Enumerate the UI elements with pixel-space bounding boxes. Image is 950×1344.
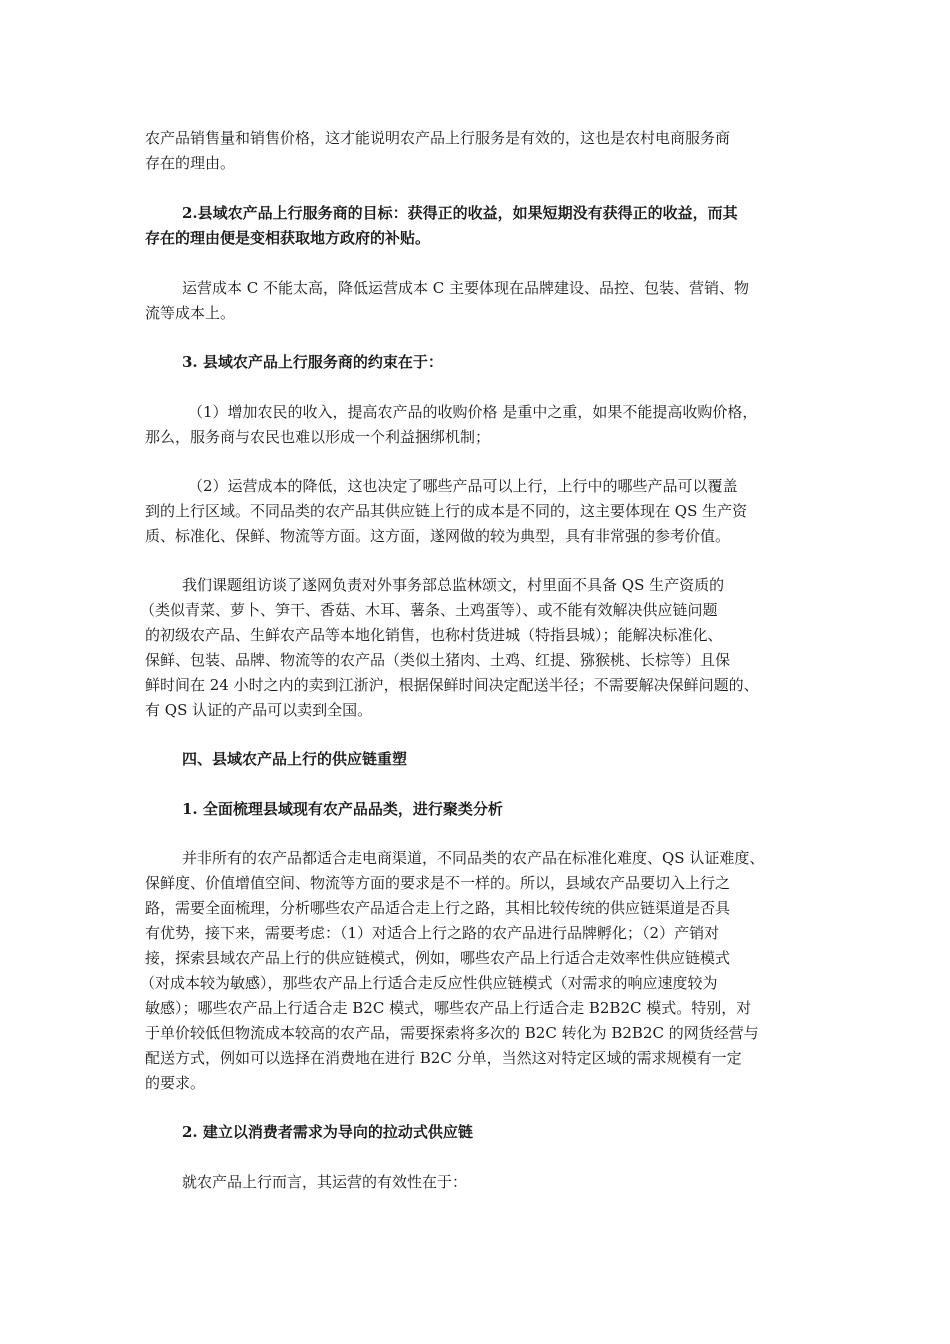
body-text-line: 流等成本上。 <box>145 304 236 322</box>
body-text-line: 鲜时间在 24 小时之内的卖到江浙沪，根据保鲜时间决定配送半径；不需要解决保鲜问题的、 <box>145 676 759 694</box>
body-text-line: 有优势，接下来，需要考虑：（1）对适合上行之路的农产品进行品牌孵化；（2）产销对 <box>145 924 720 942</box>
body-text-line: 的初级农产品、生鲜农产品等本地化销售，也称村货进城（特指县城）；能解决标准化、 <box>145 626 723 644</box>
list-item-text: 到的上行区域。不同品类的农产品其供应链上行的成本是不同的，这主要体现在 QS 生产资 <box>145 502 748 520</box>
body-text-line: 存在的理由。 <box>145 154 236 172</box>
body-text-line: 有 QS 认证的产品可以卖到全国。 <box>145 701 373 719</box>
body-text-line: 就农产品上行而言，其运营的有效性在于： <box>182 1173 468 1191</box>
body-text-line: 路，需要全面梳理，分析哪些农产品适合走上行之路，其相比较传统的供应链渠道是否具 <box>145 899 731 917</box>
section-heading: 存在的理由便是变相获取地方政府的补贴。 <box>145 229 431 247</box>
list-item-text: （1）增加农民的收入，提高农产品的收购价格 是重中之重，如果不能提高收购价格， <box>188 403 758 421</box>
body-text-line: （类似青菜、萝卜、笋干、香菇、木耳、薯条、土鸡蛋等）、或不能有效解决供应链问题 <box>140 601 718 619</box>
list-item-text: 质、标准化、保鲜、物流等方面。这方面，遂网做的较为典型，具有非常强的参考价值。 <box>145 527 731 545</box>
list-item-text: （2）运营成本的降低，这也决定了哪些产品可以上行，上行中的哪些产品可以覆盖 <box>188 477 738 495</box>
body-text-line: 保鲜、包装、品牌、物流等的农产品（类似土猪肉、土鸡、红提、猕猴桃、长棕等）且保 <box>145 651 731 669</box>
body-text-line: 农产品销售量和销售价格，这才能说明农产品上行服务是有效的，这也是农村电商服务商 <box>145 129 731 147</box>
body-text-line: 保鲜度、价值增值空间、物流等方面的要求是不一样的。所以，县域农产品要切入上行之 <box>145 874 731 892</box>
body-text-line: （对成本较为敏感），那些农产品上行适合走反应性供应链模式（对需求的响应速度较为 <box>140 974 718 992</box>
body-text-line: 运营成本 C 不能太高，降低运营成本 C 主要体现在品牌建设、品控、包装、营销、物 <box>182 279 750 297</box>
body-text-line: 接，探索县域农产品上行的供应链模式，例如，哪些农产品上行适合走效率性供应链模式 <box>145 949 731 967</box>
list-item-text: 那么，服务商与农民也难以形成一个利益捆绑机制； <box>145 428 491 446</box>
section-heading: 3. 县域农产品上行服务商的约束在于： <box>182 353 443 371</box>
body-text-line: 我们课题组访谈了遂网负责对外事务部总监林颂文，村里面不具备 QS 生产资质的 <box>182 576 725 594</box>
subsection-heading: 2. 建立以消费者需求为导向的拉动式供应链 <box>182 1123 473 1141</box>
body-text-line: 的要求。 <box>145 1074 206 1092</box>
section-heading: 四、县域农产品上行的供应链重塑 <box>182 750 408 768</box>
body-text-line: 敏感）；哪些农产品上行适合走 B2C 模式，哪些农产品上行适合走 B2B2C 模式。特别，对 <box>145 999 752 1017</box>
section-heading: 2.县域农产品上行服务商的目标：获得正的收益，如果短期没有获得正的收益，而其 <box>182 204 738 222</box>
subsection-heading: 1. 全面梳理县域现有农产品品类，进行聚类分析 <box>182 800 503 818</box>
body-text-line: 配送方式，例如可以选择在消费地在进行 B2C 分单，当然这对特定区域的需求规模有一定 <box>145 1049 742 1067</box>
body-text-line: 于单价较低但物流成本较高的农产品，需要探索将多次的 B2C 转化为 B2B2C 的网货经营与 <box>145 1024 759 1042</box>
body-text-line: 并非所有的农产品都适合走电商渠道，不同品类的农产品在标准化难度、QS 认证难度、 <box>182 849 765 867</box>
